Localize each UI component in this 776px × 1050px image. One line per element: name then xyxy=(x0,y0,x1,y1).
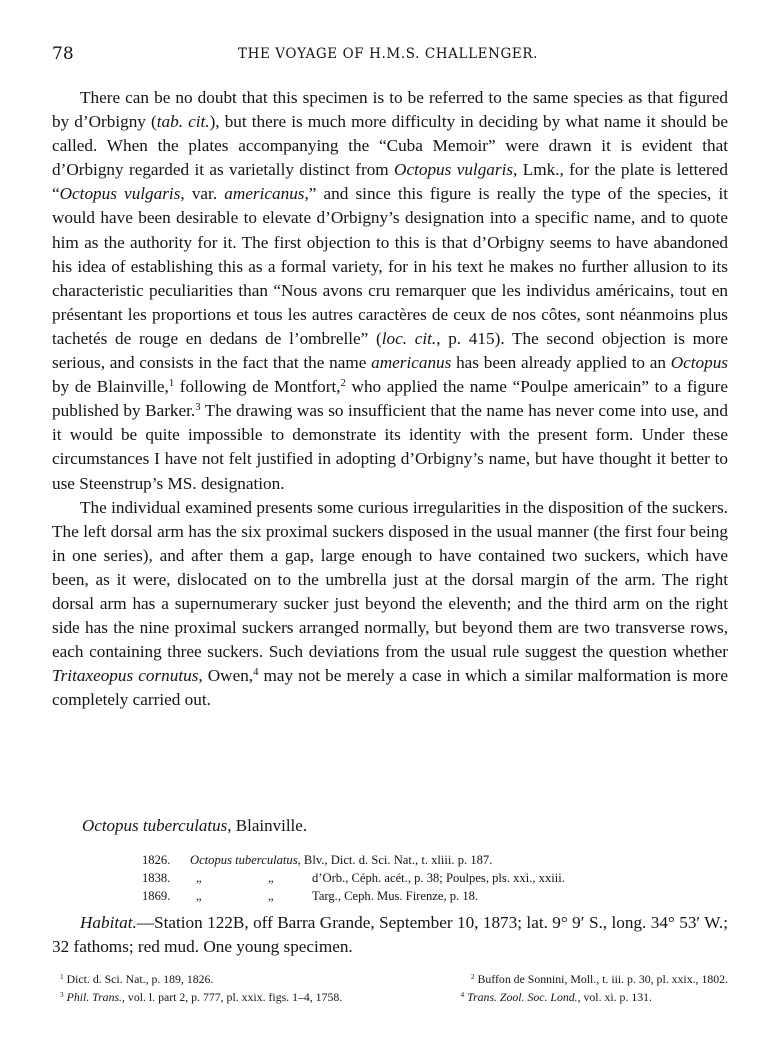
habitat-paragraph: Habitat.—Station 122B, off Barra Grande, September 10, 1873; lat. 9° 9′ S., long. 34° 53′ W.; 32 fathoms; red mud. One young specimen. xyxy=(52,913,728,957)
page-number: 78 xyxy=(52,44,74,64)
footnote-3: $^3$ Phil. Trans., vol. l. part 2, p. 777, pl. xxix. figs. 1–4, 1758. xyxy=(60,989,343,1004)
footnote-4: $^4$ Trans. Zool. Soc. Lond., vol. xi. p. 131. xyxy=(460,989,652,1004)
body-text xyxy=(52,86,728,712)
species-author: , Blainville. xyxy=(227,816,308,835)
synonymy-entry: 1869. „ „ Targ., Ceph. Mus. Firenze, p. 18. xyxy=(142,889,479,904)
synonymy-entry: 1838. „ „ d’Orb., Céph. acét., p. 38; Poulpes, pls. xxi., xxiii. xyxy=(142,871,565,886)
page-header xyxy=(52,44,724,66)
footnote-2: $^2$ Buffon de Sonnini, Moll., t. iii. p. 30, pl. xxix., 1802. xyxy=(470,971,728,986)
synonymy-entry: 1826. Octopus tuberculatus, Blv., Dict. d. Sci. Nat., t. xliii. p. 187. xyxy=(142,853,493,867)
footnotes xyxy=(52,971,728,1006)
synonymy-list xyxy=(142,851,662,906)
footnote-ref-2: 2 xyxy=(340,378,346,390)
habitat-label: Habitat. xyxy=(80,913,137,932)
species-name: Octopus tuberculatus xyxy=(82,816,228,835)
footnote-1: $^1$ Dict. d. Sci. Nat., p. 189, 1826. xyxy=(60,971,214,986)
species-heading xyxy=(82,816,307,836)
running-title: THE VOYAGE OF H.M.S. CHALLENGER. xyxy=(237,46,539,62)
footnote-ref-3: 3 xyxy=(195,402,201,414)
footnote-ref-4: 4 xyxy=(253,667,259,679)
paragraph-irregularities: The individual examined presents some curious irregularities in the disposition of the suckers. The left dorsal arm has the six proximal suckers disposed in the usual manner (the first four being in one series), and after them a gap, large enough to have contained two suckers, which have been, as it were, dislocated on to the umbrella just at the dorsal margin of the arm. The right dorsal arm has a supernumerary sucker just beyond the eleventh; and the third arm on the right side has the nine proximal suckers arranged normally, but beyond them are two transverse rows, each containing three suckers. Such deviations from the usual rule suggest the question whether Tritaxeopus cornutus, Owen,$^4$ may not be merely a case in which a similar malformation is more completely carried out. xyxy=(52,497,728,710)
paragraph-nomenclature: There can be no doubt that this specimen is to be referred to the same species as that figured by d’Orbigny (tab. cit.), but there is much more difficulty in deciding by what name it should be called. When the plates accompanying the “Cuba Memoir” were drawn it is evident that d’Orbigny regarded it as varietally distinct from Octopus vulgaris, Lmk., for the plate is lettered “Octopus vulgaris, var. americanus,” and since this figure is really the type of the species, it would have been desirable to elevate d’Orbigny’s designation into a specific name, and to quote him as the authority for it. The first objection to this is that d’Orbigny seems to have abandoned his idea of establishing this as a formal variety, for in his text he makes no further allusion to its characteristic peculiarities than “Nous avons cru remarquer que les individus américains, tout en présentant les proportions et tous les autres caractères de ceux de nos côtes, sont néanmoins plus tachetés de rouge en dedans de l’ombrelle” (loc. cit., p. 415). The second objection is more serious, and consists in the fact that the name americanus has been already applied to an Octopus by de Blainville,$^1$ following de Montfort,$^2$ who applied the name “Poulpe americain” to a figure published by Barker.$^3$ The drawing was so insufficient that the name has never come into use, and it would be quite impossible to demonstrate its identity with the present form. Under these circumstances I have not felt justified in adopting d’Orbigny’s name, but have thought it better to use Steenstrup’s MS. designation. xyxy=(52,88,729,493)
footnote-ref-1: 1 xyxy=(168,378,175,390)
